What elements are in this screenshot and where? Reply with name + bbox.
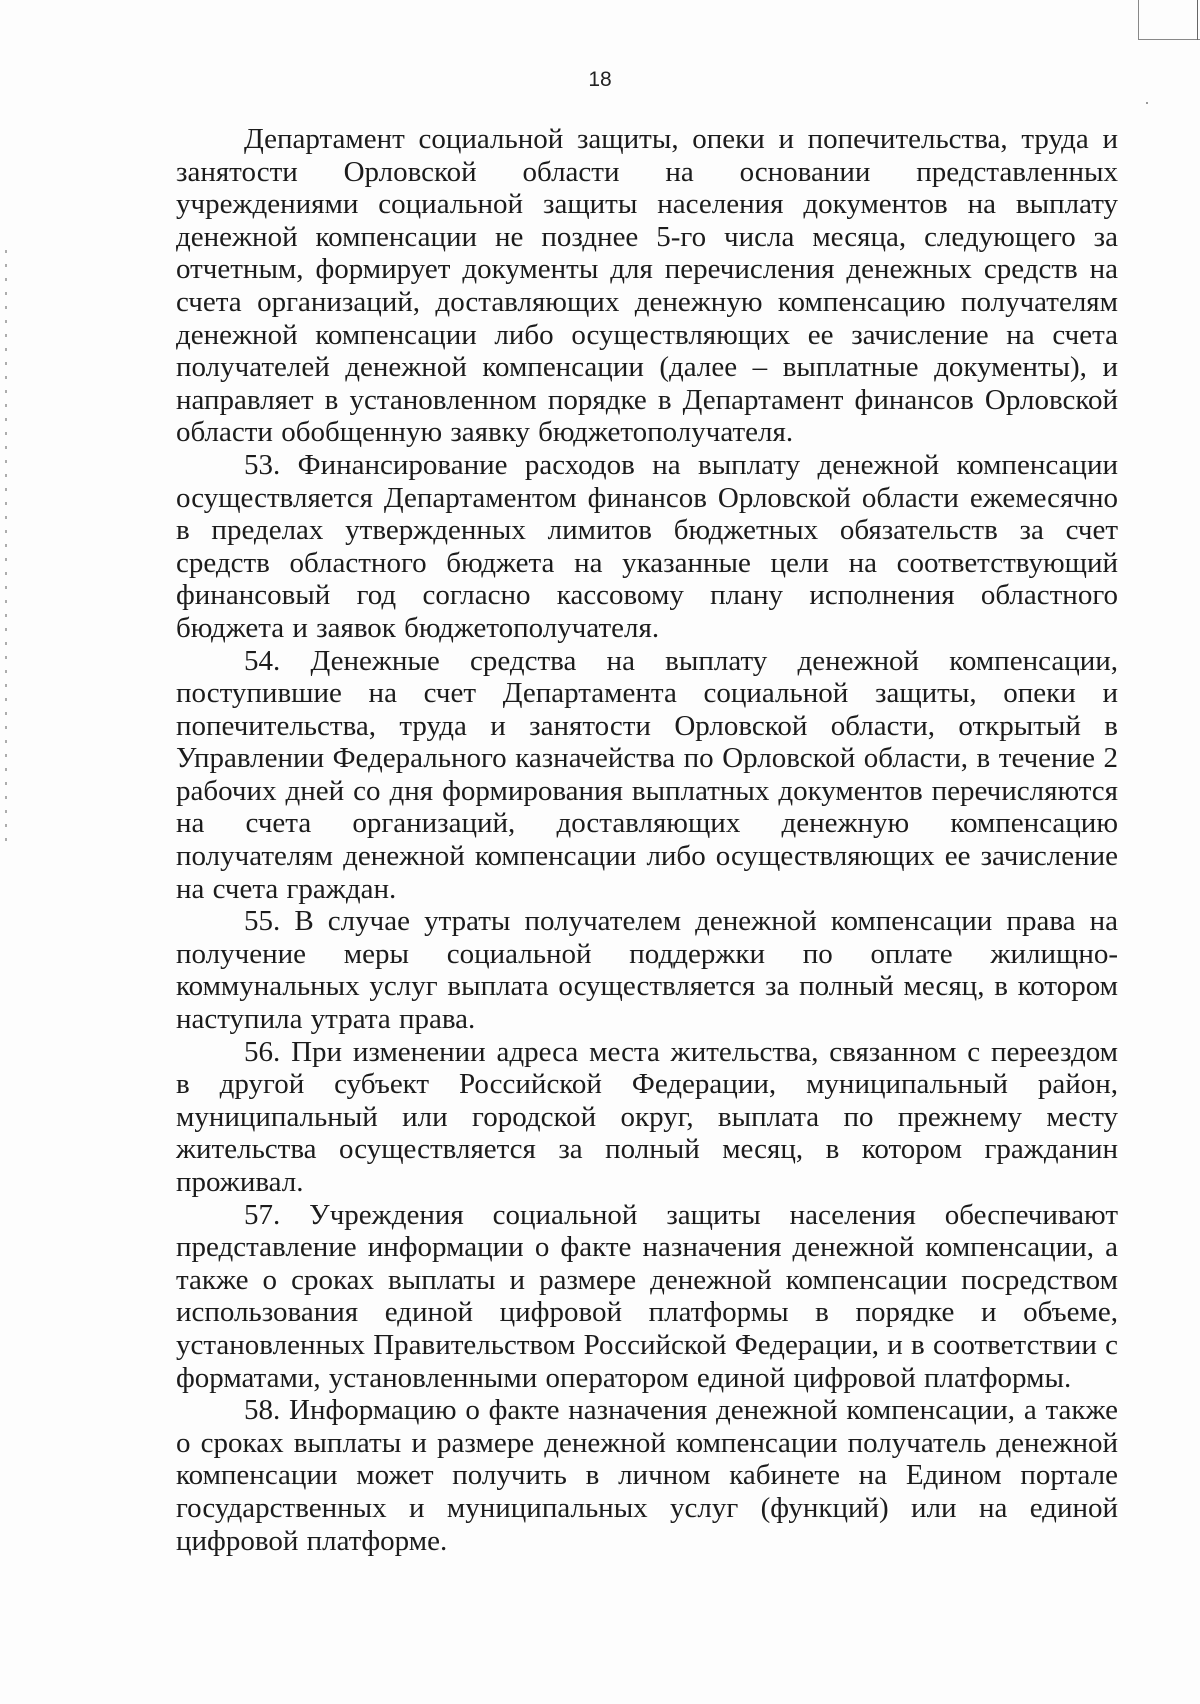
scan-speck xyxy=(1146,102,1148,104)
paragraph-56: 56. При изменении адреса места жительства, связанном с переездом в другой субъект Российской Федерации, муниципальный район, муниципальный или городской округ, выплата по прежнему месту жительства осуществляется за полный месяц, в котором гражданин проживал. xyxy=(176,1035,1118,1198)
document-body xyxy=(176,123,1118,1557)
paragraph-57: 57. Учреждения социальной защиты населения обеспечивают представление информации о факте назначения денежной компенсации, а также о сроках выплаты и размере денежной компенсации посредством использования единой цифровой платформы в порядке и объеме, установленных Правительством Российской Федерации, и в соответствии с форматами, установленными оператором единой цифровой платформы. xyxy=(176,1198,1118,1394)
paragraph-54: 54. Денежные средства на выплату денежной компенсации, поступившие на счет Департамента социальной защиты, опеки и попечительства, труда и занятости Орловской области, открытый в Управлении Федерального казначейства по Орловской области, в течение 2 рабочих дней со дня формирования выплатных документов перечисляются на счета организаций, доставляющих денежную компенсацию получателям денежной компенсации либо осуществляющих ее зачисление на счета граждан. xyxy=(176,644,1118,905)
page-number: 18 xyxy=(588,68,612,91)
paragraph-52-continuation: Департамент социальной защиты, опеки и попечительства, труда и занятости Орловской области на основании представленных учреждениями социальной защиты населения документов на выплату денежной компенсации не позднее 5-го числа месяца, следующего за отчетным, формирует документы для перечисления денежных средств на счета организаций, доставляющих денежную компенсацию получателям денежной компенсации либо осуществляющих ее зачисление на счета получателей денежной компенсации (далее – выплатные документы), и направляет в установленном порядке в Департамент финансов Орловской области обобщенную заявку бюджетополучателя. xyxy=(176,123,1118,449)
scan-corner-mark xyxy=(1138,0,1200,40)
paragraph-58: 58. Информацию о факте назначения денежной компенсации, а также о сроках выплаты и размере денежной компенсации получатель денежной компенсации может получить в личном кабинете на Едином портале государственных и муниципальных услуг (функций) или на единой цифровой платформе. xyxy=(176,1394,1118,1557)
paragraph-55: 55. В случае утраты получателем денежной компенсации права на получение меры социальной поддержки по оплате жилищно-коммунальных услуг выплата осуществляется за полный месяц, в котором наступила утрата права. xyxy=(176,905,1118,1036)
scan-margin-marks xyxy=(5,250,7,850)
paragraph-53: 53. Финансирование расходов на выплату денежной компенсации осуществляется Департаментом финансов Орловской области ежемесячно в пределах утвержденных лимитов бюджетных обязательств за счет средств областного бюджета на указанные цели на соответствующий финансовый год согласно кассовому плану исполнения областного бюджета и заявок бюджетополучателя. xyxy=(176,448,1118,644)
